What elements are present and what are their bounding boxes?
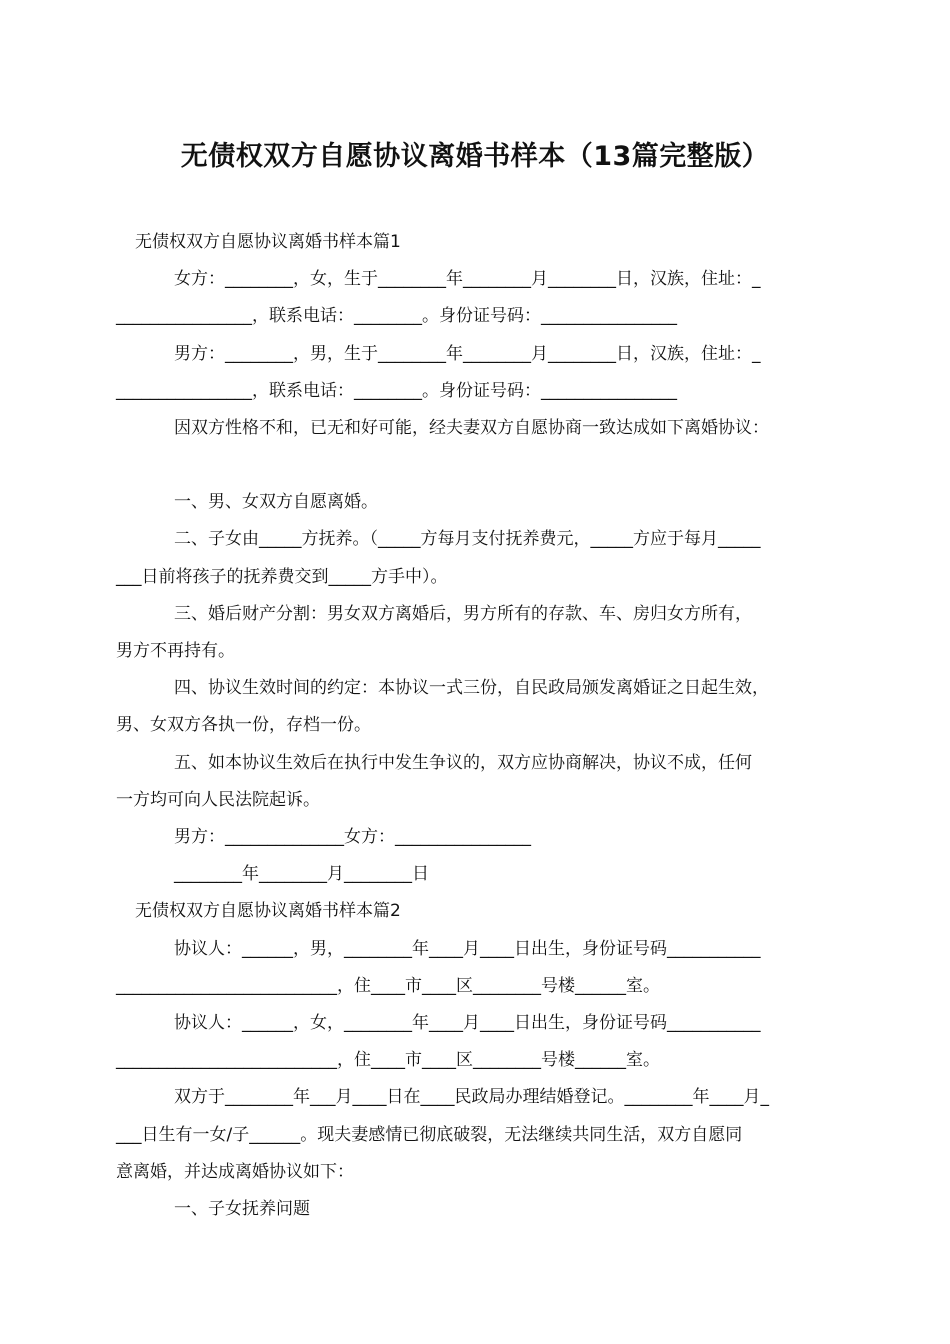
- document-body: [116, 224, 838, 1228]
- clause-1: 一、男、女双方自愿离婚。: [174, 492, 378, 513]
- subsection-heading: 一、子女抚养问题: [174, 1199, 310, 1220]
- clause-2: 二、子女由_____方抚养。（_____方每月支付抚养费元，_____方应于每月_____: [174, 529, 761, 550]
- paragraph-line: 女方：________，女，生于________年________月________日，汉族，住址：_: [174, 269, 761, 290]
- clause-4: 四、协议生效时间的约定：本协议一式三份，自民政局颁发离婚证之日起生效，: [174, 678, 769, 699]
- party-line: 协议人：______，男，________年____月____日出生，身份证号码___________: [174, 938, 761, 959]
- section-heading-1: 无债权双方自愿协议离婚书样本篇1: [135, 232, 401, 252]
- clause-5: 五、如本协议生效后在执行中发生争议的，双方应协商解决，协议不成，任何: [174, 752, 752, 773]
- paragraph-line: ________________，联系电话：________。身份证号码：________________: [116, 306, 677, 327]
- paragraph-line: 因双方性格不和，已无和好可能，经夫妻双方自愿协商一致达成如下离婚协议：: [174, 418, 769, 439]
- party-line-cont: __________________________，住____市____区________号楼______室。: [116, 1050, 660, 1071]
- signature-line: 男方：______________女方：________________: [174, 827, 531, 848]
- clause-3: 三、婚后财产分割：男女双方离婚后，男方所有的存款、车、房归女方所有，: [174, 603, 752, 624]
- paragraph-line: ________________，联系电话：________。身份证号码：________________: [116, 380, 677, 401]
- document-title: 无债权双方自愿协议离婚书样本（13篇完整版）: [180, 141, 770, 172]
- clause-4-cont: 男、女双方各执一份，存档一份。: [116, 715, 371, 736]
- party-line-cont: __________________________，住____市____区________号楼______室。: [116, 975, 660, 996]
- clause-2-cont: ___日前将孩子的抚养费交到_____方手中）。: [116, 566, 448, 587]
- marriage-line-cont: ___日生有一女/子______。现夫妻感情已彻底破裂，无法继续共同生活，双方自愿同: [116, 1124, 743, 1145]
- section-heading-2: 无债权双方自愿协议离婚书样本篇2: [135, 901, 401, 922]
- paragraph-line: 男方：________，男，生于________年________月________日，汉族，住址：_: [174, 343, 761, 364]
- marriage-line-cont: 意离婚，并达成离婚协议如下：: [116, 1161, 354, 1182]
- party-line: 协议人：______，女，________年____月____日出生，身份证号码___________: [174, 1013, 761, 1034]
- date-line: ________年________月________日: [174, 864, 429, 885]
- blank-line: [116, 447, 838, 484]
- marriage-line: 双方于________年___月____日在____民政局办理结婚登记。________年____月_: [174, 1087, 769, 1108]
- clause-3-cont: 男方不再持有。: [116, 641, 235, 662]
- clause-5-cont: 一方均可向人民法院起诉。: [116, 789, 320, 810]
